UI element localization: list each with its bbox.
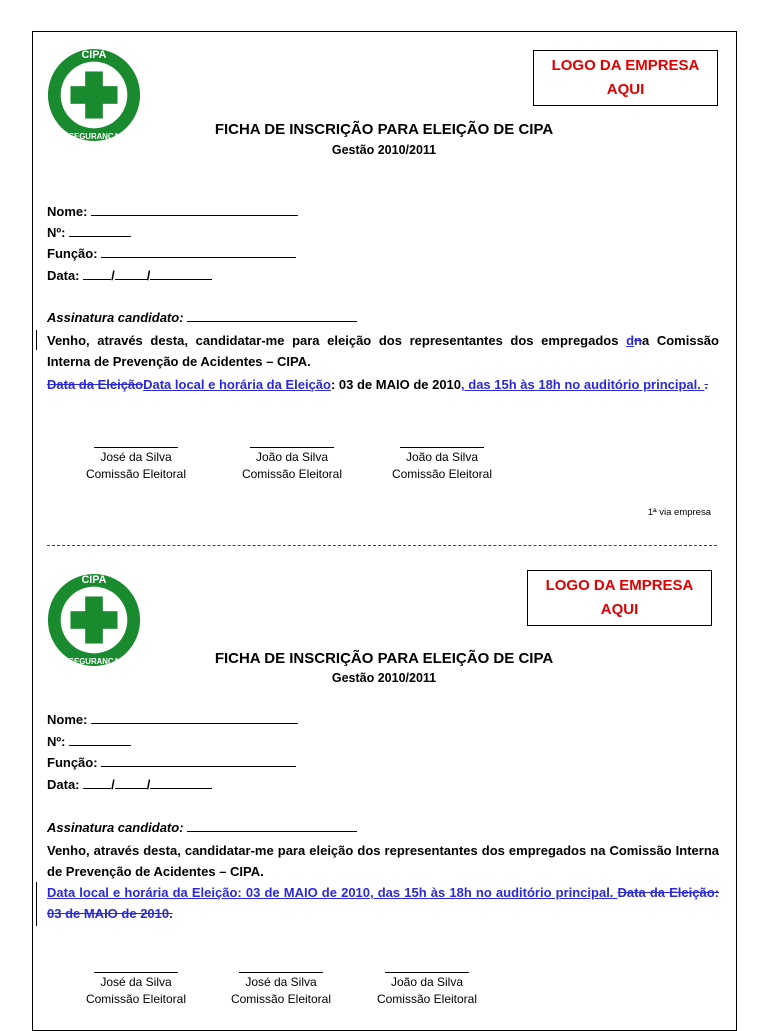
form-subtitle: Gestão 2010/2011 (331, 671, 437, 685)
assinatura-label: Assinatura candidato: (47, 820, 184, 835)
data-year-blank[interactable] (150, 267, 212, 280)
company-logo-line1: LOGO DA EMPRESA (551, 57, 700, 74)
deletion-text: . (704, 377, 709, 392)
signer-name: José da Silva (100, 975, 172, 989)
signer-role: Comissão Eleitoral (85, 467, 187, 481)
form-title: FICHA DE INSCRIÇÃO PARA ELEIÇÃO DE CIPA (214, 121, 554, 138)
signer-1 (71, 971, 201, 1008)
deletion-text: Data da Eleição (47, 377, 144, 392)
funcao-field[interactable] (47, 245, 296, 261)
data-sep: / (111, 268, 115, 283)
candidatura-paragraph: Venho, através desta, candidatar-me para eleição dos representantes dos empregados dna Comissão Interna de Prevenção de Acidentes – CIPA. (47, 333, 719, 369)
cipa-logo-top-text: CIPA (81, 48, 107, 61)
eleicao-paragraph (47, 882, 719, 924)
signer-2 (216, 971, 346, 1008)
signer-name: João da Silva (255, 450, 329, 464)
company-logo-line2: AQUI (606, 81, 645, 98)
deletion-text: n (634, 333, 642, 348)
cipa-logo-top-text: CIPA (81, 573, 107, 586)
company-logo-placeholder (533, 50, 718, 106)
data-month-blank[interactable] (115, 776, 147, 789)
funcao-blank[interactable] (101, 754, 296, 767)
numero-field[interactable] (47, 733, 131, 749)
signer-role: Comissão Eleitoral (85, 992, 187, 1006)
funcao-field[interactable] (47, 754, 296, 770)
insertion-text: d (626, 333, 635, 348)
signer-role: Comissão Eleitoral (241, 467, 343, 481)
nome-field[interactable] (47, 203, 298, 219)
via-label: 1ª via empresa (647, 507, 711, 518)
data-day-blank[interactable] (83, 267, 111, 280)
data-year-blank[interactable] (150, 776, 212, 789)
nome-blank[interactable] (91, 203, 298, 216)
eleicao-paragraph: Data da EleiçãoData local e horária da Eleição: 03 de MAIO de 2010, das 15h às 18h no auditório principal. . (47, 377, 709, 392)
form-title: FICHA DE INSCRIÇÃO PARA ELEIÇÃO DE CIPA (214, 650, 554, 667)
insertion-text: , das 15h às 18h no auditório principal. (461, 377, 705, 392)
data-field[interactable] (47, 267, 212, 283)
data-label: Data: (47, 268, 80, 283)
signature-line (250, 446, 334, 448)
numero-field[interactable] (47, 224, 131, 240)
cipa-logo-bottom-text: SEGURANÇA (68, 132, 120, 142)
company-logo-placeholder (527, 570, 712, 626)
numero-blank[interactable] (69, 224, 131, 237)
signature-line (94, 446, 178, 448)
company-logo-line2: AQUI (600, 601, 639, 618)
assinatura-blank[interactable] (187, 819, 357, 832)
signer-2 (227, 446, 357, 483)
data-sep: / (146, 777, 151, 792)
signer-1 (71, 446, 201, 483)
signer-name: José da Silva (245, 975, 317, 989)
signature-line (385, 971, 469, 973)
nome-label: Nome: (47, 712, 88, 727)
change-bar (36, 330, 37, 350)
data-label: Data: (47, 777, 80, 792)
signature-line (400, 446, 484, 448)
data-sep: / (146, 268, 151, 283)
company-logo-line1: LOGO DA EMPRESA (545, 577, 694, 594)
assinatura-field[interactable] (47, 819, 357, 835)
signer-3 (362, 971, 492, 1008)
funcao-label: Função: (47, 246, 98, 261)
change-bar (36, 882, 37, 926)
signer-role: Comissão Eleitoral (230, 992, 332, 1006)
nome-field[interactable] (47, 711, 298, 727)
nome-blank[interactable] (91, 711, 298, 724)
assinatura-field[interactable] (47, 309, 357, 325)
signer-role: Comissão Eleitoral (391, 467, 493, 481)
data-month-blank[interactable] (115, 267, 147, 280)
deletion-text: Data da Eleição: 03 de MAIO de 2010. (47, 885, 719, 921)
signer-role: Comissão Eleitoral (376, 992, 478, 1006)
cipa-logo-bottom-text: SEGURANÇA (68, 657, 120, 667)
data-sep: / (111, 777, 115, 792)
form-subtitle: Gestão 2010/2011 (331, 143, 437, 157)
assinatura-blank[interactable] (187, 309, 357, 322)
assinatura-label: Assinatura candidato: (47, 310, 184, 325)
signer-name: João da Silva (390, 975, 464, 989)
signer-3 (377, 446, 507, 483)
candidatura-paragraph: Venho, através desta, candidatar-me para eleição dos representantes dos empregados na Comissão Interna de Prevenção de Acidentes – CIPA. (47, 843, 719, 879)
data-field[interactable] (47, 776, 212, 792)
numero-blank[interactable] (69, 733, 131, 746)
signer-name: João da Silva (405, 450, 479, 464)
signature-line (239, 971, 323, 973)
numero-label: Nº: (47, 734, 66, 749)
funcao-blank[interactable] (101, 245, 296, 258)
cut-line (47, 545, 717, 546)
data-day-blank[interactable] (83, 776, 111, 789)
signature-line (94, 971, 178, 973)
numero-label: Nº: (47, 225, 66, 240)
funcao-label: Função: (47, 755, 98, 770)
insertion-text: Data local e horária da Eleição: 03 de MAIO de 2010, das 15h às 18h no auditório principal. (47, 885, 618, 900)
signer-name: José da Silva (100, 450, 172, 464)
nome-label: Nome: (47, 204, 88, 219)
insertion-text: Data local e horária da Eleição (143, 377, 331, 392)
